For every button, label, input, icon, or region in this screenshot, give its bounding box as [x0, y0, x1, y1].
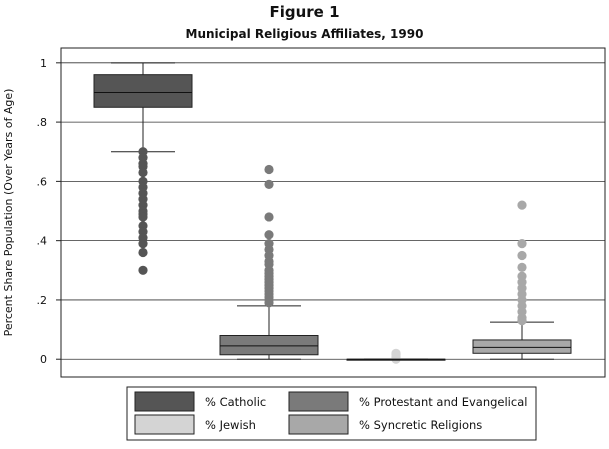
- legend-swatch: [135, 415, 194, 434]
- box-3: [347, 349, 445, 364]
- box-2: [220, 165, 318, 359]
- y-tick-label: 0: [40, 353, 47, 367]
- legend-swatch: [289, 392, 348, 411]
- outlier-point: [517, 316, 526, 325]
- box-iqr: [473, 340, 571, 353]
- outlier-point: [517, 239, 526, 248]
- outlier-point: [264, 212, 273, 221]
- box-iqr: [94, 75, 192, 108]
- box-1: [94, 63, 192, 275]
- chart-subtitle: Municipal Religious Affiliates, 1990: [185, 27, 424, 41]
- y-axis: [37, 57, 62, 366]
- outlier-point: [264, 165, 273, 174]
- outlier-point: [264, 180, 273, 189]
- outlier-point: [138, 168, 147, 177]
- legend-label: % Syncretic Religions: [359, 418, 483, 432]
- y-tick-label: 1: [40, 56, 47, 70]
- outlier-point: [264, 230, 273, 239]
- outlier-point: [517, 200, 526, 209]
- chart-title: Figure 1: [269, 3, 340, 21]
- box-series: [94, 63, 571, 364]
- outlier-point: [138, 239, 147, 248]
- legend-label: % Catholic: [205, 395, 267, 409]
- legend: [127, 387, 536, 440]
- outlier-point: [138, 212, 147, 221]
- outlier-point: [138, 266, 147, 275]
- y-axis-label: Percent Share Population (Over Years of Age): [2, 88, 15, 337]
- outlier-point: [517, 251, 526, 260]
- box-iqr: [220, 336, 318, 355]
- outlier-point: [138, 248, 147, 257]
- outlier-point: [517, 263, 526, 272]
- legend-label: % Jewish: [205, 418, 256, 432]
- legend-label: % Protestant and Evangelical: [359, 395, 528, 409]
- outlier-point: [264, 298, 273, 307]
- box-4: [473, 200, 571, 359]
- legend-swatch: [135, 392, 194, 411]
- y-tick-label: .8: [36, 116, 47, 130]
- y-tick-label: .2: [36, 293, 47, 307]
- legend-swatch: [289, 415, 348, 434]
- y-tick-label: .6: [36, 175, 47, 189]
- y-tick-label: .4: [36, 234, 47, 248]
